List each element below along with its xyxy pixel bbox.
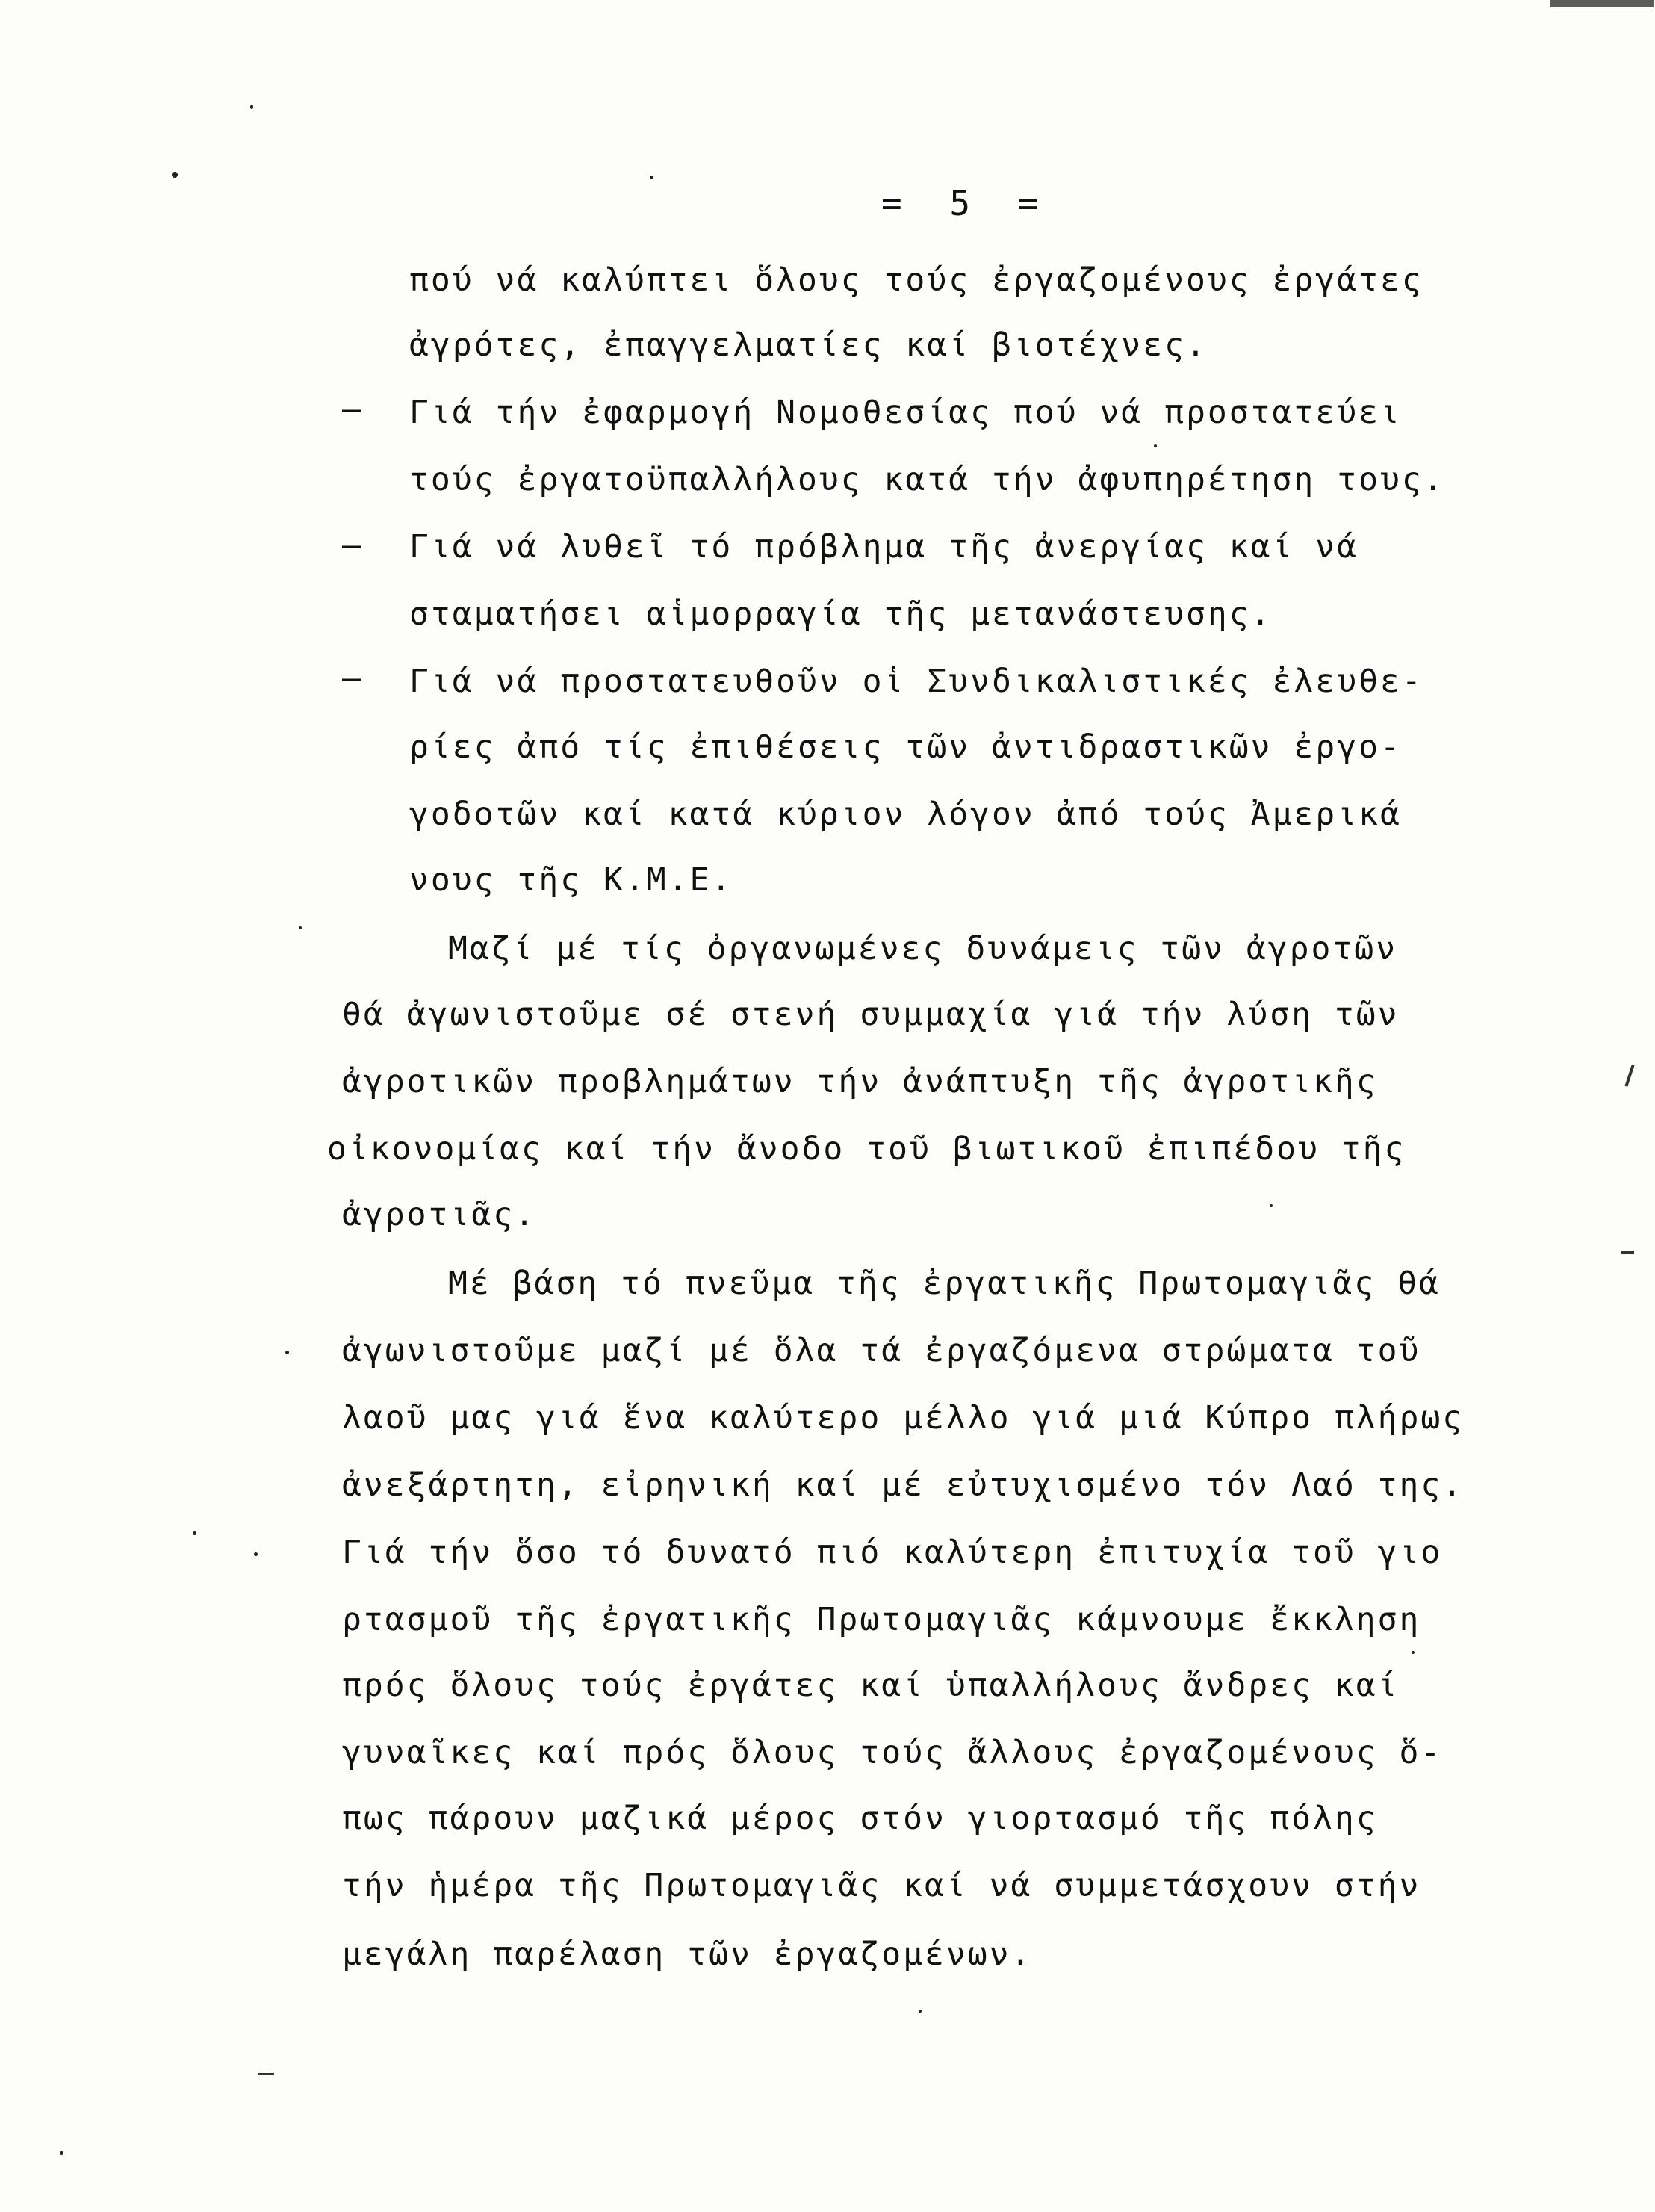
page-number: = 5 = [881,183,1052,223]
scan-speck [919,2010,922,2013]
scan-smudge [1624,1065,1634,1087]
text-line: Μαζί μέ τίς ὀργανωμένες δυνάμεις τῶν ἀγροτῶν [448,930,1398,967]
text-line: ἀγροτιᾶς. [342,1196,536,1233]
scan-speck [650,176,653,179]
text-line: Μέ βάση τό πνεῦμα τῆς ἐργατικῆς Πρωτομαγιᾶς θά [448,1265,1441,1302]
text-line: Γιά νά προστατευθοῦν οἱ Συνδικαλιστικές ἐλευθε- [409,663,1423,700]
scan-speck [1270,1204,1273,1207]
text-line: ρτασμοῦ τῆς ἐργατικῆς Πρωτομαγιᾶς κάμνουμε ἔκκληση [342,1601,1421,1638]
text-line: Γιά τήν ὅσο τό δυνατό πιό καλύτερη ἐπιτυχία τοῦ γιο [342,1534,1443,1571]
scan-smudge [1550,0,1654,7]
scan-speck [299,926,302,929]
text-line: πρός ὅλους τούς ἐργάτες καί ὑπαλλήλους ἄνδρες καί [342,1667,1400,1704]
scan-speck [250,105,253,109]
text-line: μεγάλη παρέλαση τῶν ἐργαζομένων. [342,1936,1033,1973]
scan-smudge [258,2073,274,2075]
list-dash: – [342,391,361,428]
text-line: γυναῖκες καί πρός ὅλους τούς ἄλλους ἐργαζομένους ὅ- [342,1734,1443,1771]
scan-smudge [1621,1251,1634,1254]
text-line: Γιά νά λυθεῖ τό πρόβλημα τῆς ἀνεργίας καί νά [409,528,1359,566]
text-line: ρίες ἀπό τίς ἐπιθέσεις τῶν ἀντιδραστικῶν ἐργο- [409,728,1402,766]
text-line: πως πάρουν μαζικά μέρος στόν γιορτασμό τῆς πόλης [342,1800,1378,1837]
text-line: ἀγρότες, ἐπαγγελματίες καί βιοτέχνες. [409,326,1208,364]
list-dash: – [342,660,361,697]
scan-speck [285,1351,289,1354]
text-line: οἰκονομίας καί τήν ἄνοδο τοῦ βιωτικοῦ ἐπιπέδου τῆς [327,1130,1406,1168]
text-line: ἀγωνιστοῦμε μαζί μέ ὅλα τά ἐργαζόμενα στρώματα τοῦ [342,1332,1421,1369]
scan-speck [1154,444,1157,447]
scan-speck [172,172,178,178]
scan-speck [1412,1651,1415,1654]
scan-speck [254,1552,258,1556]
text-line: Γιά τήν ἐφαρμογή Νομοθεσίας πού νά προστατεύει [409,394,1402,431]
text-line: τούς ἐργατοϋπαλλήλους κατά τήν ἀφυπηρέτηση τους. [409,461,1445,498]
scan-speck [193,1531,196,1535]
text-line: τήν ἡμέρα τῆς Πρωτομαγιᾶς καί νά συμμετάσχουν στήν [342,1867,1421,1904]
list-dash: – [342,527,361,564]
text-line: ἀγροτικῶν προβλημάτων τήν ἀνάπτυξη τῆς ἀγροτικῆς [342,1063,1378,1100]
text-line: γοδοτῶν καί κατά κύριον λόγον ἀπό τούς Ἀμερικά [409,796,1402,833]
text-line: θά ἀγωνιστοῦμε σέ στενή συμμαχία γιά τήν λύση τῶν [342,996,1400,1033]
text-line: νους τῆς Κ.Μ.Ε. [409,861,733,899]
scan-speck [60,2151,63,2155]
text-line: σταματήσει αἱμορραγία τῆς μετανάστευσης. [409,595,1273,633]
text-line: πού νά καλύπτει ὅλους τούς ἐργαζομένους ἐργάτες [409,261,1423,299]
text-line: λαοῦ μας γιά ἕνα καλύτερο μέλλο γιά μιά Κύπρο πλήρως [342,1399,1465,1437]
text-line: ἀνεξάρτητη, εἰρηνική καί μέ εὐτυχισμένο τόν Λαό της. [342,1466,1465,1504]
